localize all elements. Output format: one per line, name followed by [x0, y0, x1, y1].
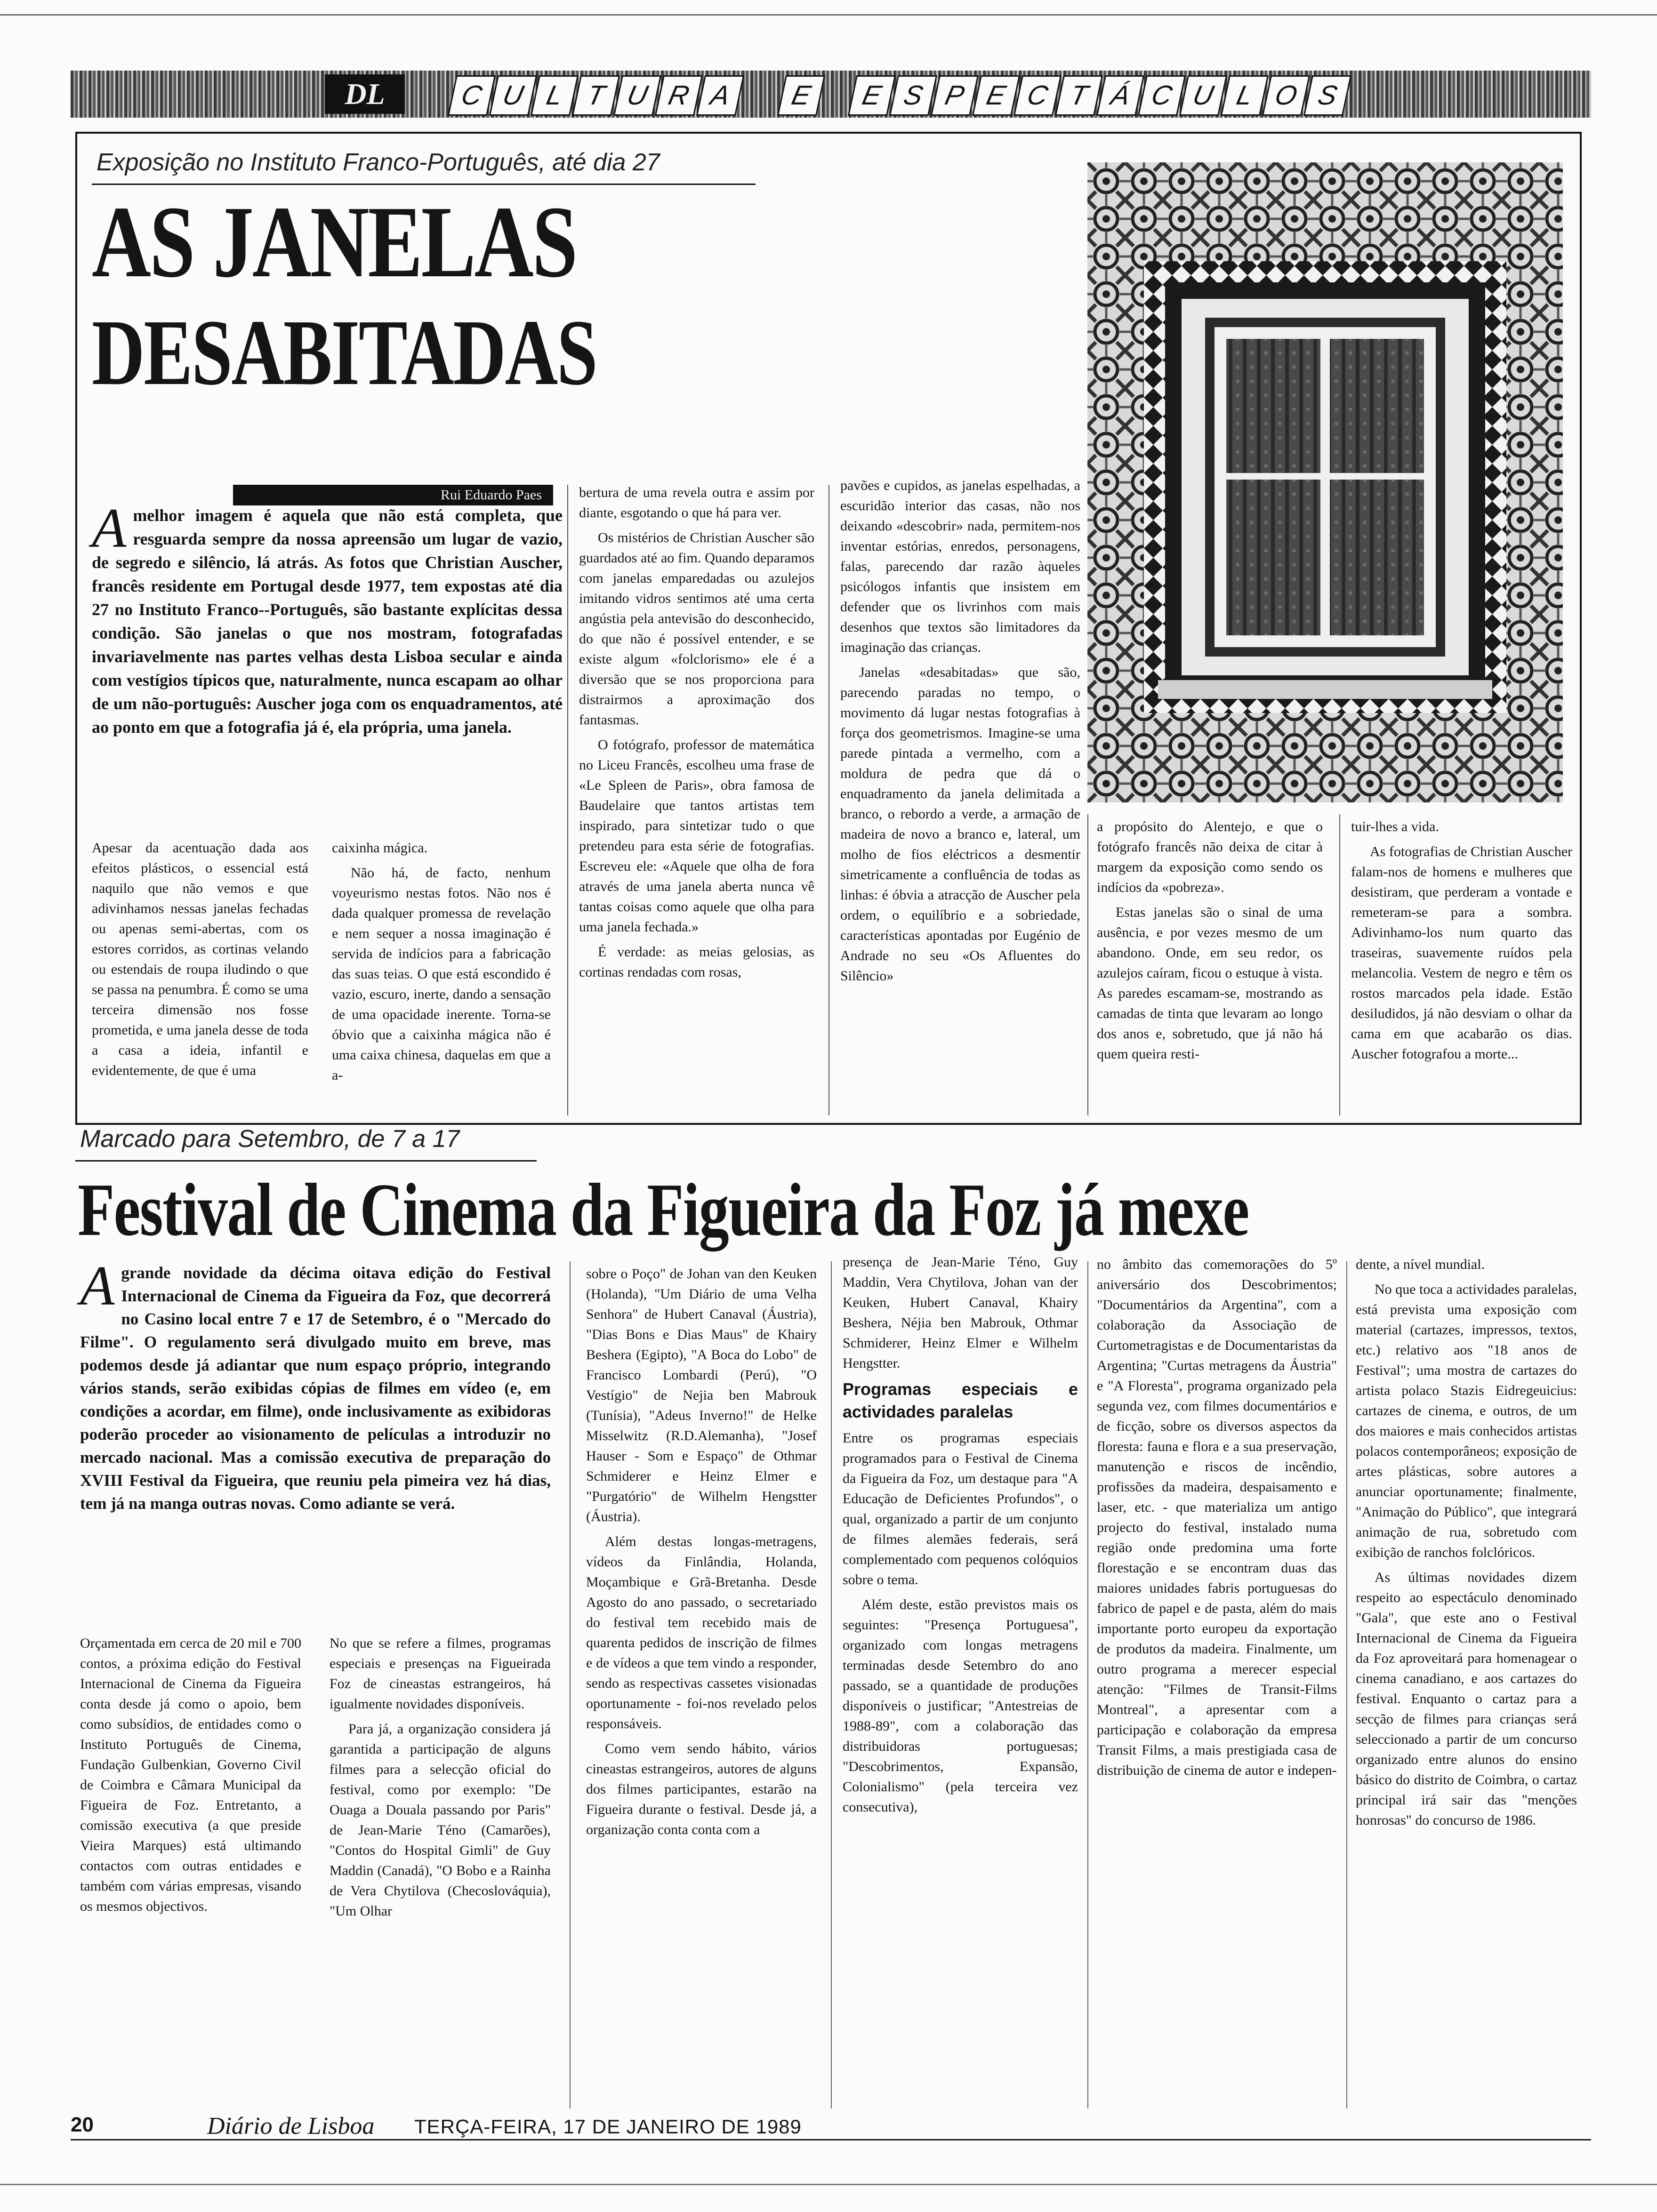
top-rule [0, 14, 1657, 16]
article1-column-6 [1351, 817, 1572, 1069]
section-title-letter: C [1138, 75, 1186, 116]
section-title-letter: O [1262, 75, 1310, 116]
article2-headline: Festival de Cinema da Figueira da Foz já mexe [78, 1168, 1249, 1251]
section-title-letter: S [1303, 75, 1351, 116]
column-rule [1346, 1261, 1347, 2108]
article2-column-4 [843, 1252, 1078, 1822]
paragraph: caixinha mágica. [332, 840, 428, 856]
section-title-letter: U [489, 75, 537, 116]
paragraph: Além destas longas-metragens, vídeos da Finlândia, Holanda, Moçambique e Grã-Bretanha. Desde Agosto do ano passado, o secretariado do festival tem recebido mais de quarenta pedidos de inscrição de filmes e de vídeos a que tem vindo a responder, sendo as respectivas cassetes visionadas oportunamente - foi-nos revelado pelos responsáveis. [586, 1534, 817, 1731]
paragraph: Para já, a organização considera já garantida a participação de alguns filmes para a selecção oficial do festival, como por exemplo: "De Ouaga a Douala passando por Paris" de Jean-Marie Téno (Camarões), "Contos do Hospital Gimli" de Guy Maddin (Canadá), "O Bobo e a Rainha de Vera Chytilova (Checoslováquia), "Um Olhar [330, 1721, 551, 1919]
paragraph: presença de Jean-Marie Téno, Guy Maddin, Vera Chytilova, Johan van der Keuken, Hubert Canaval, Khairy Beshera, Néjia ben Mabrouk, Othmar Schmiderer, Heinz Elmer e Wilhelm Hengstter. [843, 1254, 1078, 1371]
section-title-letter: P [931, 75, 979, 116]
issue-date: TERÇA-FEIRA, 17 DE JANEIRO DE 1989 [414, 2116, 802, 2138]
section-title-letter: E [777, 75, 825, 116]
section-masthead-band [71, 71, 1591, 118]
paragraph: O fotógrafo, professor de matemática no Liceu Francês, escolheu uma frase de «Le Spleen de Paris», obra famosa de Baudelaire que tantos artistas tem inspirado, para sintetizar tudo o que pretendeu para esta série de fotografias. Escreveu ele: «Aquele que olha de fora através de uma janela aberta nunca vê tantas coisas como aquele que olha para uma janela fechada.» [579, 737, 814, 935]
section-title-letter: A [696, 75, 744, 116]
article1-column-5 [1097, 817, 1323, 1069]
article1-column-1 [92, 838, 308, 1085]
paragraph: Apesar da acentuação dada aos efeitos plásticos, o essencial está naquilo que não vemos e que adivinhamos nessas janelas fechadas ou apenas semi-abertas, com os estores corridos, as cortinas velando ou estendais de roupa iludindo o que se passa na penumbra. É como se uma terceira dimensão nos fosse prometida, e uma janela desse de toda a casa a ideia, infantil e evidentemente, de que é uma [92, 840, 308, 1078]
paper-name: Diário de Lisboa [207, 2113, 375, 2140]
article1-column-2 [332, 838, 551, 1090]
paragraph: Não há, de facto, nenhum voyeurismo nestas fotos. Não nos é dada qualquer promessa de revelação e nem sequer a nossa imaginação é servida de indícios para a fabricação das suas teias. O que está escondido é vazio, escuro, inerte, dando a sensação de uma opacidade inerente. Torna-se óbvio que a caixinha mágica não é uma caixa chinesa, daquelas em que a a- [332, 865, 551, 1083]
article1-lede [92, 497, 563, 739]
paragraph: Estas janelas são o sinal de uma ausência, e por vezes mesmo de um abandono. Onde, em seu redor, os azulejos caíram, ficou o estuque à vista. As paredes escamam-se, mostrando as camadas de tinta que levaram ao longo dos anos e, sobretudo, que já não há quem queira resti- [1097, 905, 1323, 1062]
section-title-letter: E [848, 75, 896, 116]
paragraph: sobre o Poço" de Johan van den Keuken (Holanda), "Um Diário de uma Velha Senhora" de Hubert Canaval (Áustria), "Dias Bons e Dias Maus" de Khairy Beshera (Egipto), "A Boca do Lobo" de Francisco Lombardi (Perú), "O Vestígio" de Nejia ben Mabrouk (Tunísia), "Adeus Inverno!" de Helke Misselwitz (R.D.Alemanha), "Josef Hauser - Som e Espaço" de Othmar Schmiderer e Heinz Elmer e "Purgatório" de Wilhelm Hengstter (Áustria). [586, 1266, 817, 1524]
article1-headline-line2: DESABITADAS [92, 301, 597, 405]
paragraph: Além deste, estão previstos mais os seguintes: "Presença Portuguesa", organizado com longas metragens terminadas desde Setembro do ano passado, se a quantidade de produções disponíveis o justificar; "Antestreias de 1988-89", com a colaboração das distribuidoras portuguesas; "Descobrimentos, Expansão, Colonialismo" (pela terceira vez consecutiva), [843, 1597, 1078, 1815]
paragraph: dente, a nível mundial. [1356, 1257, 1485, 1272]
article1-dropcap: A [92, 497, 127, 559]
paragraph: no âmbito das comemorações do 5º aniversário dos Descobrimentos; "Documentários da Argentina", com a colaboração da Associação de Curtometragistas e de Documentaristas da Argentina; "Curtas metragens da Áustria" e "A Floresta", programa organizado pela segunda vez, com filmes documentários e de ficção, sobre os diversos aspectos da floresta: fauna e flora e a sua preservação, manutenção e riscos de incêndio, profissões da madeira, despaisamento e laser, etc. - que materializa um antigo projecto do festival, instalado numa região onde predomina uma forte florestação e se encontram duas das maiores unidades fabris portuguesas do fabrico de papel e de pasta, além do mais importante porto europeu da exportação de produtos da madeira. Finalmente, um outro programa a merecer especial atenção: "Filmes de Transit-Films Montreal", a apresentar com a participação e colaboração da empresa Transit Films, a mais prestigiada casa de distribuição de cinema de autor e indepen- [1097, 1257, 1337, 1778]
column-rule [567, 485, 568, 1115]
section-title-letter: T [572, 75, 620, 116]
paragraph: Entre os programas especiais programados para o Festival de Cinema da Figueira da Foz, um destaque para "A Educação de Deficientes Profundos", o qual, organizado a partir de um conjunto de filmes alemães federais, será complementado com pequenos colóquios sobre o tema. [843, 1430, 1078, 1587]
article2-column-1 [80, 1633, 301, 1921]
paragraph: Orçamentada em cerca de 20 mil e 700 contos, a próxima edição do Festival Internacional de Cinema da Figueira conta desde já como o apoio, bem como subsídios, de entidades como o Instituto Português de Cinema, Fundação Gulbenkian, Governo Civil de Coimbra e Câmara Municipal da Figueira de Foz. Entretanto, a comissão executiva (a que preside Vieira Marques) está ultimando contactos com outras entidades e também com várias empresas, visando os mesmos objectivos. [80, 1635, 301, 1914]
article1-column-4 [840, 475, 1080, 991]
column-rule [570, 1261, 571, 2108]
column-rule [1087, 814, 1088, 1115]
paragraph: Os mistérios de Christian Auscher são guardados até ao fim. Quando deparamos com janelas emparedadas ou azulejos imitando vidros sentimos até uma certa angústia pela antevisão do desconhecido, do que não é possível entender, e se existe algum «folclorismo» ele é a diversão que se nos proporciona para distrairmos a aproximação dos fantasmas. [579, 530, 814, 728]
newspaper-logo: DL [325, 74, 405, 114]
column-4-bottom [843, 1428, 1078, 1817]
section-title-letter: U [1179, 75, 1227, 116]
article1-column-3 [579, 482, 814, 987]
section-title-letter: R [655, 75, 703, 116]
kicker-underline [92, 184, 756, 185]
paragraph: É verdade: as meias gelosias, as cortinas rendadas com rosas, [579, 944, 814, 980]
section-title-letter: L [1221, 75, 1269, 116]
section-title-letter: U [613, 75, 661, 116]
column-rule [831, 1261, 832, 2108]
section-title-letter: C [448, 75, 496, 116]
kicker-underline [75, 1160, 537, 1162]
article1-kicker: Exposição no Instituto Franco-Português, até dia 27 [97, 149, 660, 176]
section-title-letter: E [972, 75, 1020, 116]
column-4-top [843, 1252, 1078, 1373]
paragraph: tuir-lhes a vida. [1351, 819, 1439, 834]
article1-lede-text: melhor imagem é aquela que não está completa, que resguarda sempre da nossa apreensão um lugar de vazio, de segredo e silêncio, lá atrás. As fotos que Christian Auscher, francês residente em Portugal desde 1977, tem expostas até dia 27 no Instituto Franco--Português, são bastante explícitas dessa condição. São janelas o que nos mostram, fotografadas invariavelmente nas partes velhas desta Lisboa secular e ainda com vestígios típicos que, naturalmente, nunca escapam ao olhar de um não-português: Auscher joga com os enquadramentos, até ao ponto em que a fotografia já é, ela própria, uma janela. [92, 506, 563, 737]
article2-column-2 [330, 1633, 551, 1926]
column-rule [1339, 814, 1340, 1115]
article2-lede [80, 1254, 551, 1515]
article2-kicker: Marcado para Setembro, de 7 a 17 [80, 1125, 460, 1153]
column-rule [1087, 1261, 1088, 2108]
bottom-rule [0, 2184, 1657, 2185]
section-title-letter: T [1055, 75, 1103, 116]
page-number: 20 [71, 2113, 94, 2136]
article2-column-6 [1356, 1254, 1577, 1835]
article2-lede-text: grande novidade da décima oitava edição do Festival Internacional de Cinema da Figueira da Foz, que decorrerá no Casino local entre 7 e 17 de Setembro, é o "Mercado do Filme". O regulamento será divulgado muito em breve, mas podemos desde já adiantar que num espaço próprio, integrando vários stands, serão exibidas cópias de filmes em vídeo (e, em condições a acordar, em filme), onde inclusivamente as exibidoras poderão proceder ao visionamento de películas a introduzir no mercado nacional. Mas a comissão executiva de preparação do XVIII Festival da Figueira, que reuniu pela pimeira vez há dias, tem já na manga outras novas. Como adiante se verá. [80, 1264, 551, 1513]
section-title-letter: C [1014, 75, 1062, 116]
article2-subheading: Programas especiais e actividades paralelas [843, 1379, 1078, 1421]
paragraph: As últimas novidades dizem respeito ao espectáculo denominado "Gala", que este ano o Festival Internacional de Cinema da Figueira da Foz aproveitará para homenagear o cinema canadiano, e aos cartazes do festival. Enquanto o cartaz para a secção de filmes para crianças será seleccionado a partir de um concurso organizado entre alunos do ensino básico do distrito de Coimbra, o cartaz principal irá sair das "menções honrosas" do concurso de 1986. [1356, 1570, 1577, 1828]
paragraph: a propósito do Alentejo, e que o fotógrafo francês não deixa de citar à margem da exposição como sendo os indícios da «pobreza». [1097, 819, 1323, 895]
section-title-letter: L [531, 75, 579, 116]
section-title-letter: S [889, 75, 937, 116]
byline: Rui Eduardo Paes [233, 485, 553, 505]
column-rule [828, 485, 829, 1115]
paragraph: As fotografias de Christian Auscher falam-nos de homens e mulheres que desistiram, que perderam a vontade e remeteram-se para a sombra. Adivinhamo-los num quarto das traseiras, suavemente ruídos pela melancolia. Vestem de negro e têm os rostos marcados pela idade. Estão desiludidos, já não desviam o olhar da cama em que acabarão os dias. Auscher fotografou a morte... [1351, 844, 1572, 1062]
article2-dropcap: A [80, 1254, 115, 1317]
article2-column-3 [586, 1264, 817, 1844]
section-title-letter: Á [1096, 75, 1144, 116]
window-photo [1087, 162, 1563, 802]
article2-column-5 [1097, 1254, 1337, 1785]
article1-headline-line1: AS JANELAS [92, 185, 577, 299]
paragraph: No que toca a actividades paralelas, está prevista uma exposição com material (cartazes, impressos, textos, etc.) relativo aos "18 anos de Festival"; uma mostra de cartazes do artista polaco Stazis Eidregeuicius: cartazes de cinema, e outros, de um dos maiores e mais conhecidos artistas polacos contemporâneos; exposição de artes plásticas, sobre autores a anunciar oportunamente; finalmente, "Animação do Público", que integrará animação de rua, sobretudo com exibição de ranchos folclóricos. [1356, 1282, 1577, 1560]
paragraph: No que se refere a filmes, programas especiais e presenças na Figueirada Foz de cineastas estrangeiros, há igualmente novidades disponíveis. [330, 1635, 551, 1712]
paragraph: Janelas «desabitadas» que são, parecendo paradas no tempo, o movimento dá lugar nestas fotografias à força dos geometrismos. Imagine-se uma parede pintada a vermelho, com a moldura de pedra que dá o enquadramento da janela delimitada a branco, o rebordo a verde, a armação de madeira de novo a branco e, lateral, um molho de fios eléctricos a desmentir simetricamente a confluência de todas as linhas: é óbvia a atracção de Auscher pela ordem, o equilíbrio e a sobriedade, características apontadas por Eugénio de Andrade no seu «Os Afluentes do Silêncio» [840, 665, 1080, 984]
paragraph: bertura de uma revela outra e assim por diante, esgotando o que há para ver. [579, 485, 814, 521]
paragraph: pavões e cupidos, as janelas espelhadas, a escuridão interior das casas, não nos deixando «descobrir» nada, permitem-nos inventar estórias, enredos, personagens, falas, parecendo dar razão àqueles psicólogos infantis que insistem em defender que os livrinhos com mais desenhos que textos são limitadores da imaginação das crianças. [840, 478, 1080, 655]
paragraph: Como vem sendo hábito, vários cineastas estrangeiros, autores de alguns dos filmes participantes, estarão na Figueira durante o festival. Desde já, a organização conta conta com a [586, 1741, 817, 1837]
